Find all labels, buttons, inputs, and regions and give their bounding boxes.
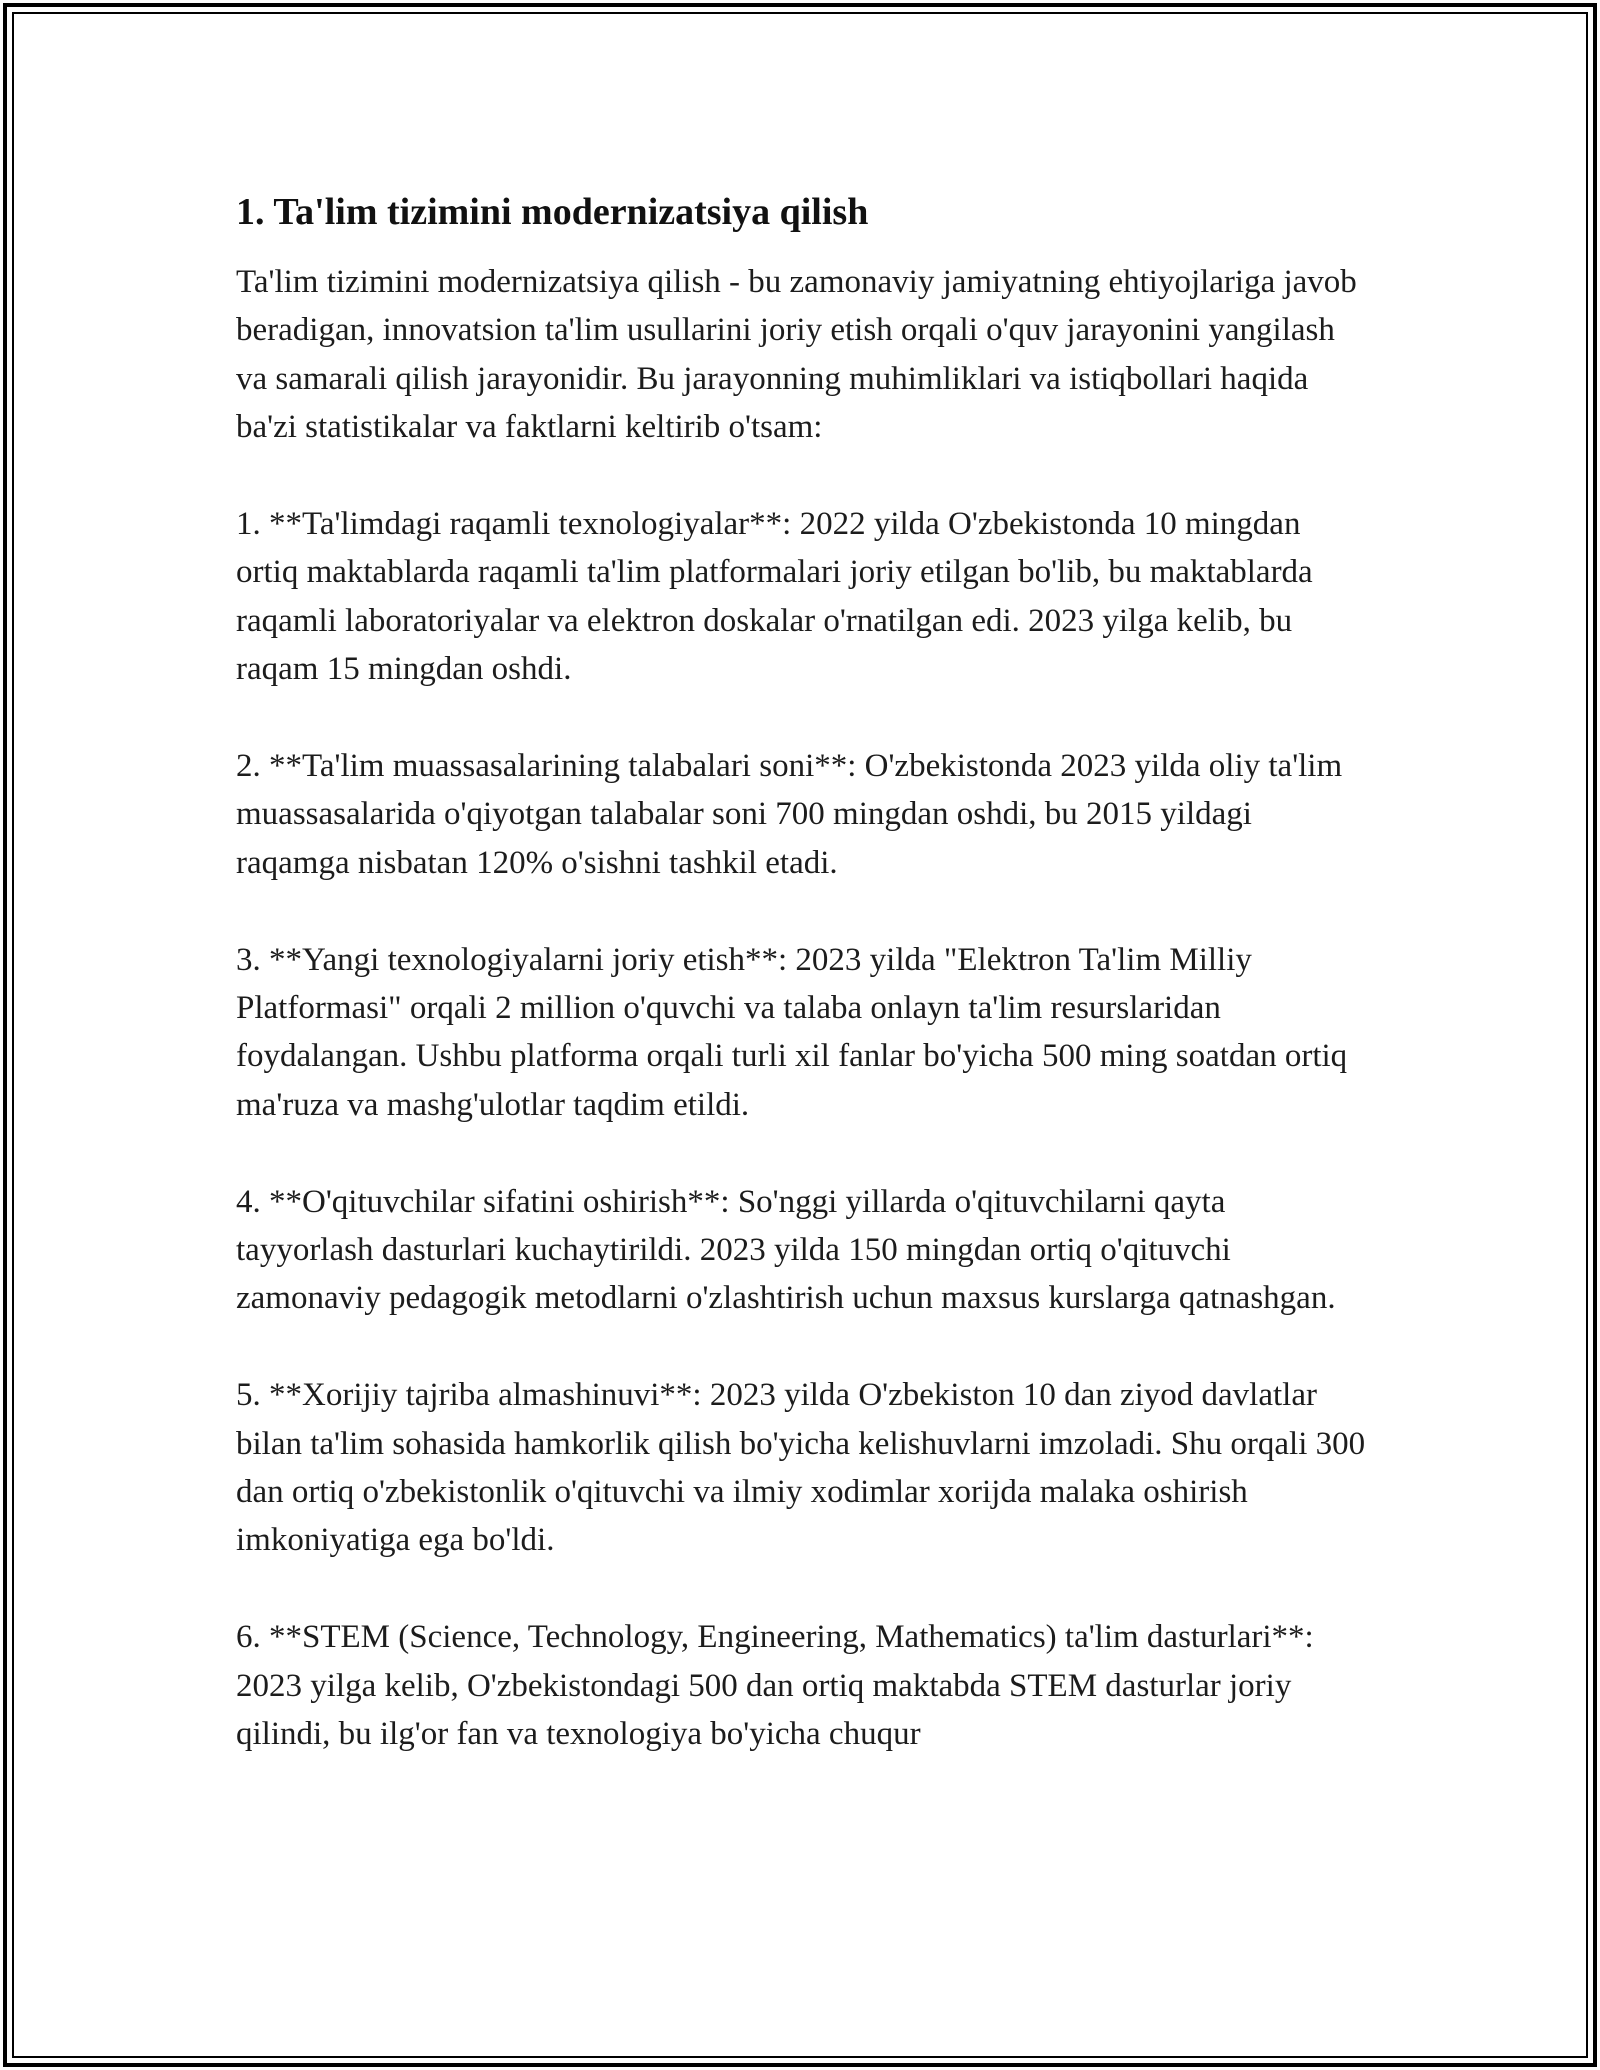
list-item-digital-technologies: 1. **Ta'limdagi raqamli texnologiyalar**: 2022 yilda O'zbekistonda 10 mingdan ortiq maktablarda raqamli ta'lim platformalari joriy etilgan bo'lib, bu maktablarda raqamli laboratoriyalar va elektron doskalar o'rnatilgan edi. 2023 yilga kelib, bu raqam 15 mingdan oshdi. (236, 506, 1313, 688)
list-item-new-technologies: 3. **Yangi texnologiyalarni joriy etish**: 2023 yilda "Elektron Ta'lim Milliy Platformasi" orqali 2 million o'quvchi va talaba onlayn ta'lim resurslaridan foydalangan. Ushbu platforma orqali turli xil fanlar bo'yicha 500 ming soatdan ortiq ma'ruza va mashg'ulotlar taqdim etildi. (236, 941, 1348, 1123)
list-item-foreign-exchange: 5. **Xorijiy tajriba almashinuvi**: 2023 yilda O'zbekiston 10 dan ziyod davlatlar bilan ta'lim sohasida hamkorlik qilish bo'yicha kelishuvlarni imzoladi. Shu orqali 300 dan ortiq o'zbekistonlik o'qituvchi va ilmiy xodimlar xorijda malaka oshirish imkoniyatiga ega bo'ldi. (236, 1377, 1366, 1559)
list-item-teacher-quality: 4. **O'qituvchilar sifatini oshirish**: So'nggi yillarda o'qituvchilarni qayta tayyorlash dasturlari kuchaytirildi. 2023 yilda 150 mingdan ortiq o'qituvchi zamonaviy pedagogik metodlarni o'zlashtirish uchun maxsus kurslarga qatnashgan. (236, 1183, 1336, 1317)
document-body (236, 186, 1366, 1759)
section-heading: 1. Ta'lim tizimini modernizatsiya qilish (236, 191, 869, 233)
intro-paragraph: Ta'lim tizimini modernizatsiya qilish - bu zamonaviy jamiyatning ehtiyojlariga javob beradigan, innovatsion ta'lim usullarini joriy etish orqali o'quv jarayonini yangilash va samarali qilish jarayonidir. Bu jarayonning muhimliklari va istiqbollari haqida ba'zi statistikalar va faktlarni keltirib o'tsam: (236, 264, 1357, 446)
list-item-stem-programs: 6. **STEM (Science, Technology, Engineering, Mathematics) ta'lim dasturlari**: 2023 yilga kelib, O'zbekistondagi 500 dan ortiq maktabda STEM dasturlar joriy qilindi, bu ilg'or fan va texnologiya bo'yicha chuqur (236, 1619, 1314, 1753)
list-item-student-count: 2. **Ta'lim muassasalarining talabalari soni**: O'zbekistonda 2023 yilda oliy ta'lim muassasalarida o'qiyotgan talabalar soni 700 mingdan oshdi, bu 2015 yildagi raqamga nisbatan 120% o'sishni tashkil etadi. (236, 748, 1343, 881)
